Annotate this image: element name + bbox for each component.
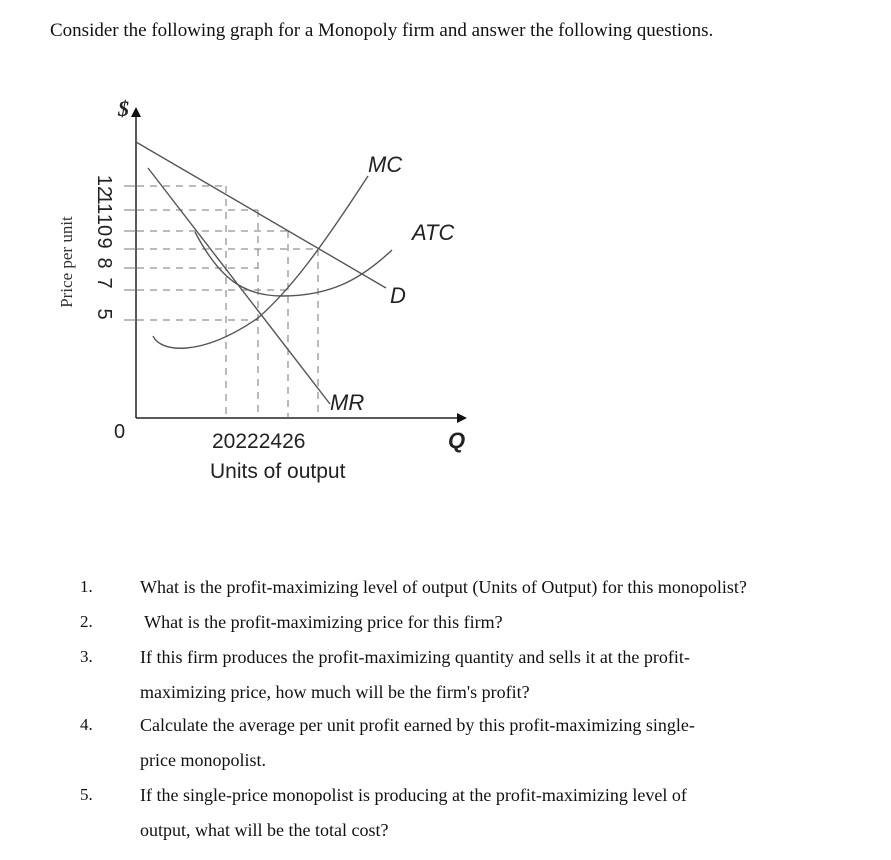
question-3-text-line2: maximizing price, how much will be the firm's profit? xyxy=(140,682,530,702)
mr-label: MR xyxy=(330,390,365,415)
y-tick-label-12: 12 xyxy=(93,174,115,198)
question-3-text-line1: If this firm produces the profit-maximizing quantity and sells it at the profit- xyxy=(140,647,690,667)
question-5-text-line1: If the single-price monopolist is producing at the profit-maximizing level of xyxy=(140,785,687,805)
question-2-text: What is the profit-maximizing price for this firm? xyxy=(140,612,503,632)
question-number-5: 5. xyxy=(80,785,93,804)
question-number-2: 2. xyxy=(80,612,93,631)
atc-curve xyxy=(195,232,392,296)
y-tick-label-5: 5 xyxy=(93,308,115,320)
origin-label: 0 xyxy=(114,421,126,443)
question-4-text-line2: price monopolist. xyxy=(140,750,266,770)
question-1-text: What is the profit-maximizing level of output (Units of Output) for this monopolist? xyxy=(140,577,747,597)
question-number-4: 4. xyxy=(80,715,93,734)
x-axis-label: Units of output xyxy=(210,460,346,483)
question-number-3: 3. xyxy=(80,647,93,666)
y-tick-label-8: 8 xyxy=(93,257,115,269)
question-4-text-line1: Calculate the average per unit profit earned by this profit-maximizing single- xyxy=(140,715,695,735)
y-tick-label-7: 7 xyxy=(93,277,115,289)
mc-curve xyxy=(153,176,368,348)
d-label: D xyxy=(390,283,406,308)
y-tick-label-10: 10 xyxy=(93,213,115,237)
intro-text: Consider the following graph for a Monopoly firm and answer the following questions. xyxy=(50,20,714,41)
y-axis-dollar-symbol: $ xyxy=(118,96,129,121)
y-tick-label-9: 9 xyxy=(93,237,115,249)
question-5-text-line2: output, what will be the total cost? xyxy=(140,820,389,840)
y-tick-label-11: 11 xyxy=(93,193,115,215)
mc-label: MC xyxy=(368,152,403,177)
y-axis-label: Price per unit xyxy=(57,216,76,308)
demand-curve xyxy=(136,142,386,288)
question-number-1: 1. xyxy=(80,577,93,596)
atc-label: ATC xyxy=(412,220,455,245)
x-axis-q-symbol: Q xyxy=(448,428,466,453)
x-tick-labels: 20222426 xyxy=(212,430,306,453)
